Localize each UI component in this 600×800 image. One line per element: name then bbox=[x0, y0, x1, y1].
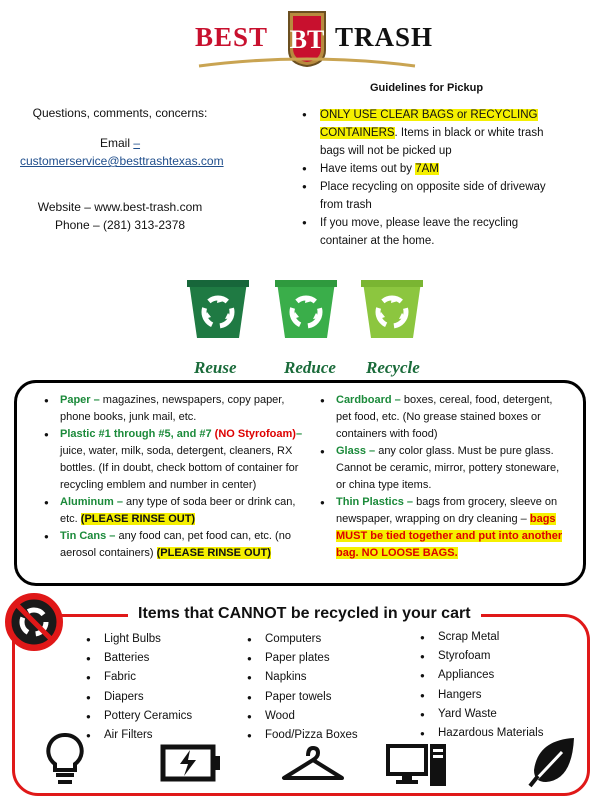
glass-text: any color glass. Must be pure glass. Cannot be ceramic, mirror, pottery stoneware, or china type items. bbox=[336, 445, 560, 491]
reduce-label: Reduce bbox=[284, 358, 336, 377]
aluminum-rinse: (PLEASE RINSE OUT) bbox=[80, 513, 196, 525]
list-item: ● Computers bbox=[245, 630, 358, 649]
list-item: ● Light Bulbs bbox=[84, 630, 192, 649]
guideline-item bbox=[300, 106, 560, 160]
email-dash: – bbox=[133, 136, 141, 150]
cannot-list-col2 bbox=[245, 630, 358, 745]
logo-swoosh bbox=[197, 56, 417, 68]
aluminum-text: any type of soda beer or drink can, etc. bbox=[60, 496, 296, 525]
plastic-text: juice, water, milk, soda, detergent, cleaners, RX bottles. (If in doubt, check bottom of container for recycling emblem and number in center) bbox=[60, 445, 299, 491]
cannot-recycle-title: Items that CANNOT be recycled in your cart bbox=[128, 605, 481, 623]
list-item: ● Paper towels bbox=[245, 688, 358, 707]
recyclable-plastic bbox=[42, 426, 314, 494]
list-item: ● Food/Pizza Boxes bbox=[245, 726, 358, 745]
tin-text: any food can, pet food can, etc. (no aerosol containers) bbox=[60, 530, 291, 559]
lightbulb-icon bbox=[44, 732, 86, 788]
recycle-bin-light-icon bbox=[361, 278, 423, 340]
logo-monogram: BT bbox=[289, 25, 325, 54]
recyclable-aluminum bbox=[42, 494, 314, 528]
guideline-item bbox=[300, 214, 560, 250]
guideline-item bbox=[300, 178, 560, 214]
paper-text: magazines, newspapers, copy paper, phone books, junk mail, etc. bbox=[60, 394, 285, 423]
glass-key: Glass – bbox=[336, 445, 376, 457]
guideline-move: If you move, please leave the recycling container at the home. bbox=[320, 217, 519, 247]
recyclable-glass bbox=[318, 443, 568, 494]
plastic-key: Plastic #1 through #5, and #7 bbox=[60, 428, 215, 440]
recycle-label: Recycle bbox=[366, 358, 420, 377]
list-item: ● Diapers bbox=[84, 688, 192, 707]
list-item: ● Paper plates bbox=[245, 649, 358, 668]
logo-trash: TRASH bbox=[335, 22, 434, 52]
cardboard-key: Cardboard – bbox=[336, 394, 401, 406]
website-text: Website – www.best-trash.com bbox=[37, 200, 203, 214]
thin-text: bags from grocery, sleeve on newspaper, wrapping on dry cleaning – bbox=[336, 496, 558, 525]
list-item: ● Scrap Metal bbox=[418, 628, 543, 647]
guideline-time: 7AM bbox=[415, 163, 439, 175]
cardboard-text: boxes, cereal, food, detergent, pet food, etc. (No grease stained boxes or containers with food) bbox=[336, 394, 553, 440]
list-item: ● Styrofoam bbox=[418, 647, 543, 666]
list-item: ● Appliances bbox=[418, 666, 543, 685]
guideline-clear-bags-rest: . Items in black or white trash bags will not be picked up bbox=[320, 127, 544, 157]
list-item: ● Batteries bbox=[84, 649, 192, 668]
email-link[interactable]: customerservice@besttrashtexas.com bbox=[20, 154, 224, 168]
recyclable-paper bbox=[42, 392, 314, 426]
recycle-bin-dark-icon bbox=[187, 278, 249, 340]
guideline-placement: Place recycling on opposite side of driveway from trash bbox=[320, 181, 546, 211]
thin-tied-warning: bags MUST be tied together and put into another bag. bbox=[336, 513, 563, 559]
cannot-list-col3 bbox=[418, 628, 543, 743]
thin-no-loose: NO LOOSE BAGS. bbox=[358, 547, 458, 559]
list-item: ● Yard Waste bbox=[418, 705, 543, 724]
tin-rinse: (PLEASE RINSE OUT) bbox=[156, 547, 271, 559]
recyclable-cardboard bbox=[318, 392, 568, 443]
plastic-no-styrofoam: (NO Styrofoam) bbox=[214, 428, 296, 440]
contact-questions: Questions, comments, concerns: bbox=[32, 106, 208, 120]
list-item: ● Air Filters bbox=[84, 726, 192, 745]
recyclable-thin-plastics bbox=[318, 494, 568, 562]
logo-best: BEST bbox=[195, 22, 269, 52]
recyclable-tin bbox=[42, 528, 314, 562]
guideline-item bbox=[300, 160, 560, 178]
thin-key: Thin Plastics – bbox=[336, 496, 414, 508]
reuse-label: Reuse bbox=[194, 358, 237, 377]
paper-key: Paper – bbox=[60, 394, 100, 406]
hanger-icon bbox=[280, 746, 346, 784]
email-label-line bbox=[20, 134, 220, 152]
cannot-list-col1 bbox=[84, 630, 192, 745]
list-item: ● Hazardous Materials bbox=[418, 724, 543, 743]
phone-text: Phone – (281) 313-2378 bbox=[54, 218, 186, 232]
recyclables-right-list bbox=[318, 392, 568, 562]
list-item: ● Napkins bbox=[245, 668, 358, 687]
list-item: ● Fabric bbox=[84, 668, 192, 687]
guidelines-title: Guidelines for Pickup bbox=[370, 82, 484, 94]
aluminum-key: Aluminum – bbox=[60, 496, 123, 508]
guideline-clear-bags: ONLY USE CLEAR BAGS or RECYCLING CONTAINERS bbox=[320, 109, 538, 139]
recyclables-left-list bbox=[42, 392, 314, 562]
list-item: ● Hangers bbox=[418, 686, 543, 705]
plastic-dash: – bbox=[295, 428, 303, 440]
leaf-icon bbox=[528, 736, 578, 788]
guidelines-list bbox=[300, 106, 560, 250]
list-item: ● Wood bbox=[245, 707, 358, 726]
guideline-time-pre: Have items out by bbox=[320, 163, 416, 175]
email-label: Email bbox=[99, 136, 134, 150]
no-recycle-icon bbox=[4, 592, 64, 652]
brand-logo bbox=[195, 6, 434, 72]
list-item: ● Pottery Ceramics bbox=[84, 707, 192, 726]
tin-key: Tin Cans – bbox=[60, 530, 116, 542]
recycle-bin-mid-icon bbox=[275, 278, 337, 340]
computer-icon bbox=[386, 742, 448, 788]
battery-icon bbox=[160, 744, 222, 782]
